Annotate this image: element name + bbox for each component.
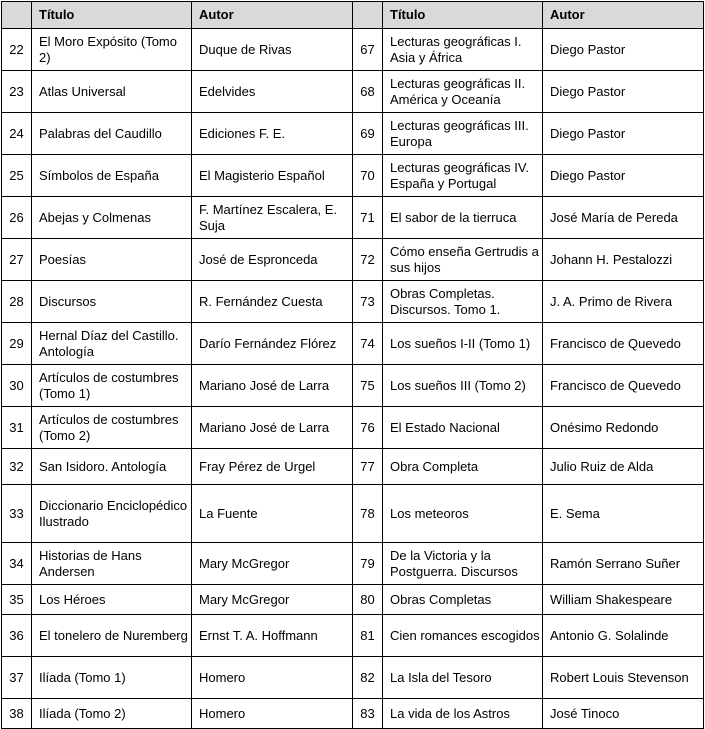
left-number: 28	[2, 281, 32, 323]
right-title: Obra Completa	[383, 449, 543, 485]
left-number: 25	[2, 155, 32, 197]
left-author: José de Espronceda	[192, 239, 353, 281]
right-author: Julio Ruiz de Alda	[543, 449, 704, 485]
left-title: Diccionario Enciclopédico Ilustrado	[32, 485, 192, 543]
right-author: Onésimo Redondo	[543, 407, 704, 449]
left-author: Ernst T. A. Hoffmann	[192, 615, 353, 657]
right-number: 75	[353, 365, 383, 407]
left-author: La Fuente	[192, 485, 353, 543]
left-number: 26	[2, 197, 32, 239]
right-title: Lecturas geográficas III. Europa	[383, 113, 543, 155]
left-title: El Moro Expósito (Tomo 2)	[32, 29, 192, 71]
right-title: La vida de los Astros	[383, 699, 543, 729]
right-title: Cien romances escogidos	[383, 615, 543, 657]
left-title: Discursos	[32, 281, 192, 323]
left-author: Mary McGregor	[192, 585, 353, 615]
table-row	[2, 281, 704, 323]
right-author: Diego Pastor	[543, 155, 704, 197]
left-author: Mariano José de Larra	[192, 365, 353, 407]
right-title: La Isla del Tesoro	[383, 657, 543, 699]
left-title: El tonelero de Nuremberg	[32, 615, 192, 657]
left-number: 24	[2, 113, 32, 155]
left-author: Ediciones F. E.	[192, 113, 353, 155]
right-author: Francisco de Quevedo	[543, 365, 704, 407]
header-row	[2, 2, 704, 29]
right-number: 83	[353, 699, 383, 729]
right-number: 70	[353, 155, 383, 197]
table-row	[2, 407, 704, 449]
right-author: Robert Louis Stevenson	[543, 657, 704, 699]
right-title: Obras Completas	[383, 585, 543, 615]
right-author: Francisco de Quevedo	[543, 323, 704, 365]
left-number: 23	[2, 71, 32, 113]
left-number: 31	[2, 407, 32, 449]
right-number: 79	[353, 543, 383, 585]
right-author: William Shakespeare	[543, 585, 704, 615]
header-title-right: Título	[383, 2, 543, 29]
left-title: San Isidoro. Antología	[32, 449, 192, 485]
left-number: 36	[2, 615, 32, 657]
table-row	[2, 113, 704, 155]
right-title: De la Victoria y la Postguerra. Discursos	[383, 543, 543, 585]
left-author: Duque de Rivas	[192, 29, 353, 71]
left-title: Ilíada (Tomo 1)	[32, 657, 192, 699]
right-title: Lecturas geográficas I. Asia y África	[383, 29, 543, 71]
right-number: 76	[353, 407, 383, 449]
right-number: 68	[353, 71, 383, 113]
left-author: Darío Fernández Flórez	[192, 323, 353, 365]
right-author: Johann H. Pestalozzi	[543, 239, 704, 281]
right-number: 77	[353, 449, 383, 485]
table-row	[2, 323, 704, 365]
left-number: 29	[2, 323, 32, 365]
left-title: Los Héroes	[32, 585, 192, 615]
left-title: Ilíada (Tomo 2)	[32, 699, 192, 729]
header-title-left: Título	[32, 2, 192, 29]
table-row	[2, 485, 704, 543]
right-number: 78	[353, 485, 383, 543]
left-author: Mariano José de Larra	[192, 407, 353, 449]
right-title: Lecturas geográficas II. América y Oceanía	[383, 71, 543, 113]
left-author: Homero	[192, 657, 353, 699]
right-title: Obras Completas. Discursos. Tomo 1.	[383, 281, 543, 323]
left-title: Artículos de costumbres (Tomo 2)	[32, 407, 192, 449]
right-author: Diego Pastor	[543, 113, 704, 155]
right-author: Antonio G. Solalinde	[543, 615, 704, 657]
left-author: R. Fernández Cuesta	[192, 281, 353, 323]
left-number: 38	[2, 699, 32, 729]
right-number: 80	[353, 585, 383, 615]
right-title: Los sueños III (Tomo 2)	[383, 365, 543, 407]
books-table	[1, 1, 704, 729]
header-author-right: Autor	[543, 2, 704, 29]
table-row	[2, 29, 704, 71]
right-author: Diego Pastor	[543, 71, 704, 113]
left-number: 30	[2, 365, 32, 407]
left-title: Palabras del Caudillo	[32, 113, 192, 155]
header-author-left: Autor	[192, 2, 353, 29]
left-author: F. Martínez Escalera, E. Suja	[192, 197, 353, 239]
right-number: 72	[353, 239, 383, 281]
left-title: Símbolos de España	[32, 155, 192, 197]
table-row	[2, 197, 704, 239]
right-title: El sabor de la tierruca	[383, 197, 543, 239]
right-title: El Estado Nacional	[383, 407, 543, 449]
left-number: 22	[2, 29, 32, 71]
left-number: 32	[2, 449, 32, 485]
left-title: Atlas Universal	[32, 71, 192, 113]
left-number: 35	[2, 585, 32, 615]
right-number: 73	[353, 281, 383, 323]
left-number: 34	[2, 543, 32, 585]
right-number: 74	[353, 323, 383, 365]
right-author: José María de Pereda	[543, 197, 704, 239]
left-author: El Magisterio Español	[192, 155, 353, 197]
left-number: 33	[2, 485, 32, 543]
table-row	[2, 365, 704, 407]
right-title: Cómo enseña Gertrudis a sus hijos	[383, 239, 543, 281]
table-row	[2, 699, 704, 729]
table-row	[2, 543, 704, 585]
right-title: Lecturas geográficas IV. España y Portugal	[383, 155, 543, 197]
right-author: Diego Pastor	[543, 29, 704, 71]
right-number: 71	[353, 197, 383, 239]
header-number-right	[353, 2, 383, 29]
right-author: José Tinoco	[543, 699, 704, 729]
right-number: 82	[353, 657, 383, 699]
left-number: 27	[2, 239, 32, 281]
table-row	[2, 615, 704, 657]
left-title: Poesías	[32, 239, 192, 281]
right-author: E. Sema	[543, 485, 704, 543]
right-number: 81	[353, 615, 383, 657]
table-row	[2, 155, 704, 197]
right-author: Ramón Serrano Suñer	[543, 543, 704, 585]
table-row	[2, 449, 704, 485]
left-author: Fray Pérez de Urgel	[192, 449, 353, 485]
table-row	[2, 71, 704, 113]
right-number: 69	[353, 113, 383, 155]
table-row	[2, 585, 704, 615]
right-author: J. A. Primo de Rivera	[543, 281, 704, 323]
right-number: 67	[353, 29, 383, 71]
header-number-left	[2, 2, 32, 29]
left-title: Abejas y Colmenas	[32, 197, 192, 239]
left-author: Homero	[192, 699, 353, 729]
table-row	[2, 239, 704, 281]
left-author: Mary McGregor	[192, 543, 353, 585]
left-author: Edelvides	[192, 71, 353, 113]
left-number: 37	[2, 657, 32, 699]
left-title: Artículos de costumbres (Tomo 1)	[32, 365, 192, 407]
right-title: Los meteoros	[383, 485, 543, 543]
table-row	[2, 657, 704, 699]
left-title: Historias de Hans Andersen	[32, 543, 192, 585]
right-title: Los sueños I-II (Tomo 1)	[383, 323, 543, 365]
left-title: Hernal Díaz del Castillo. Antología	[32, 323, 192, 365]
